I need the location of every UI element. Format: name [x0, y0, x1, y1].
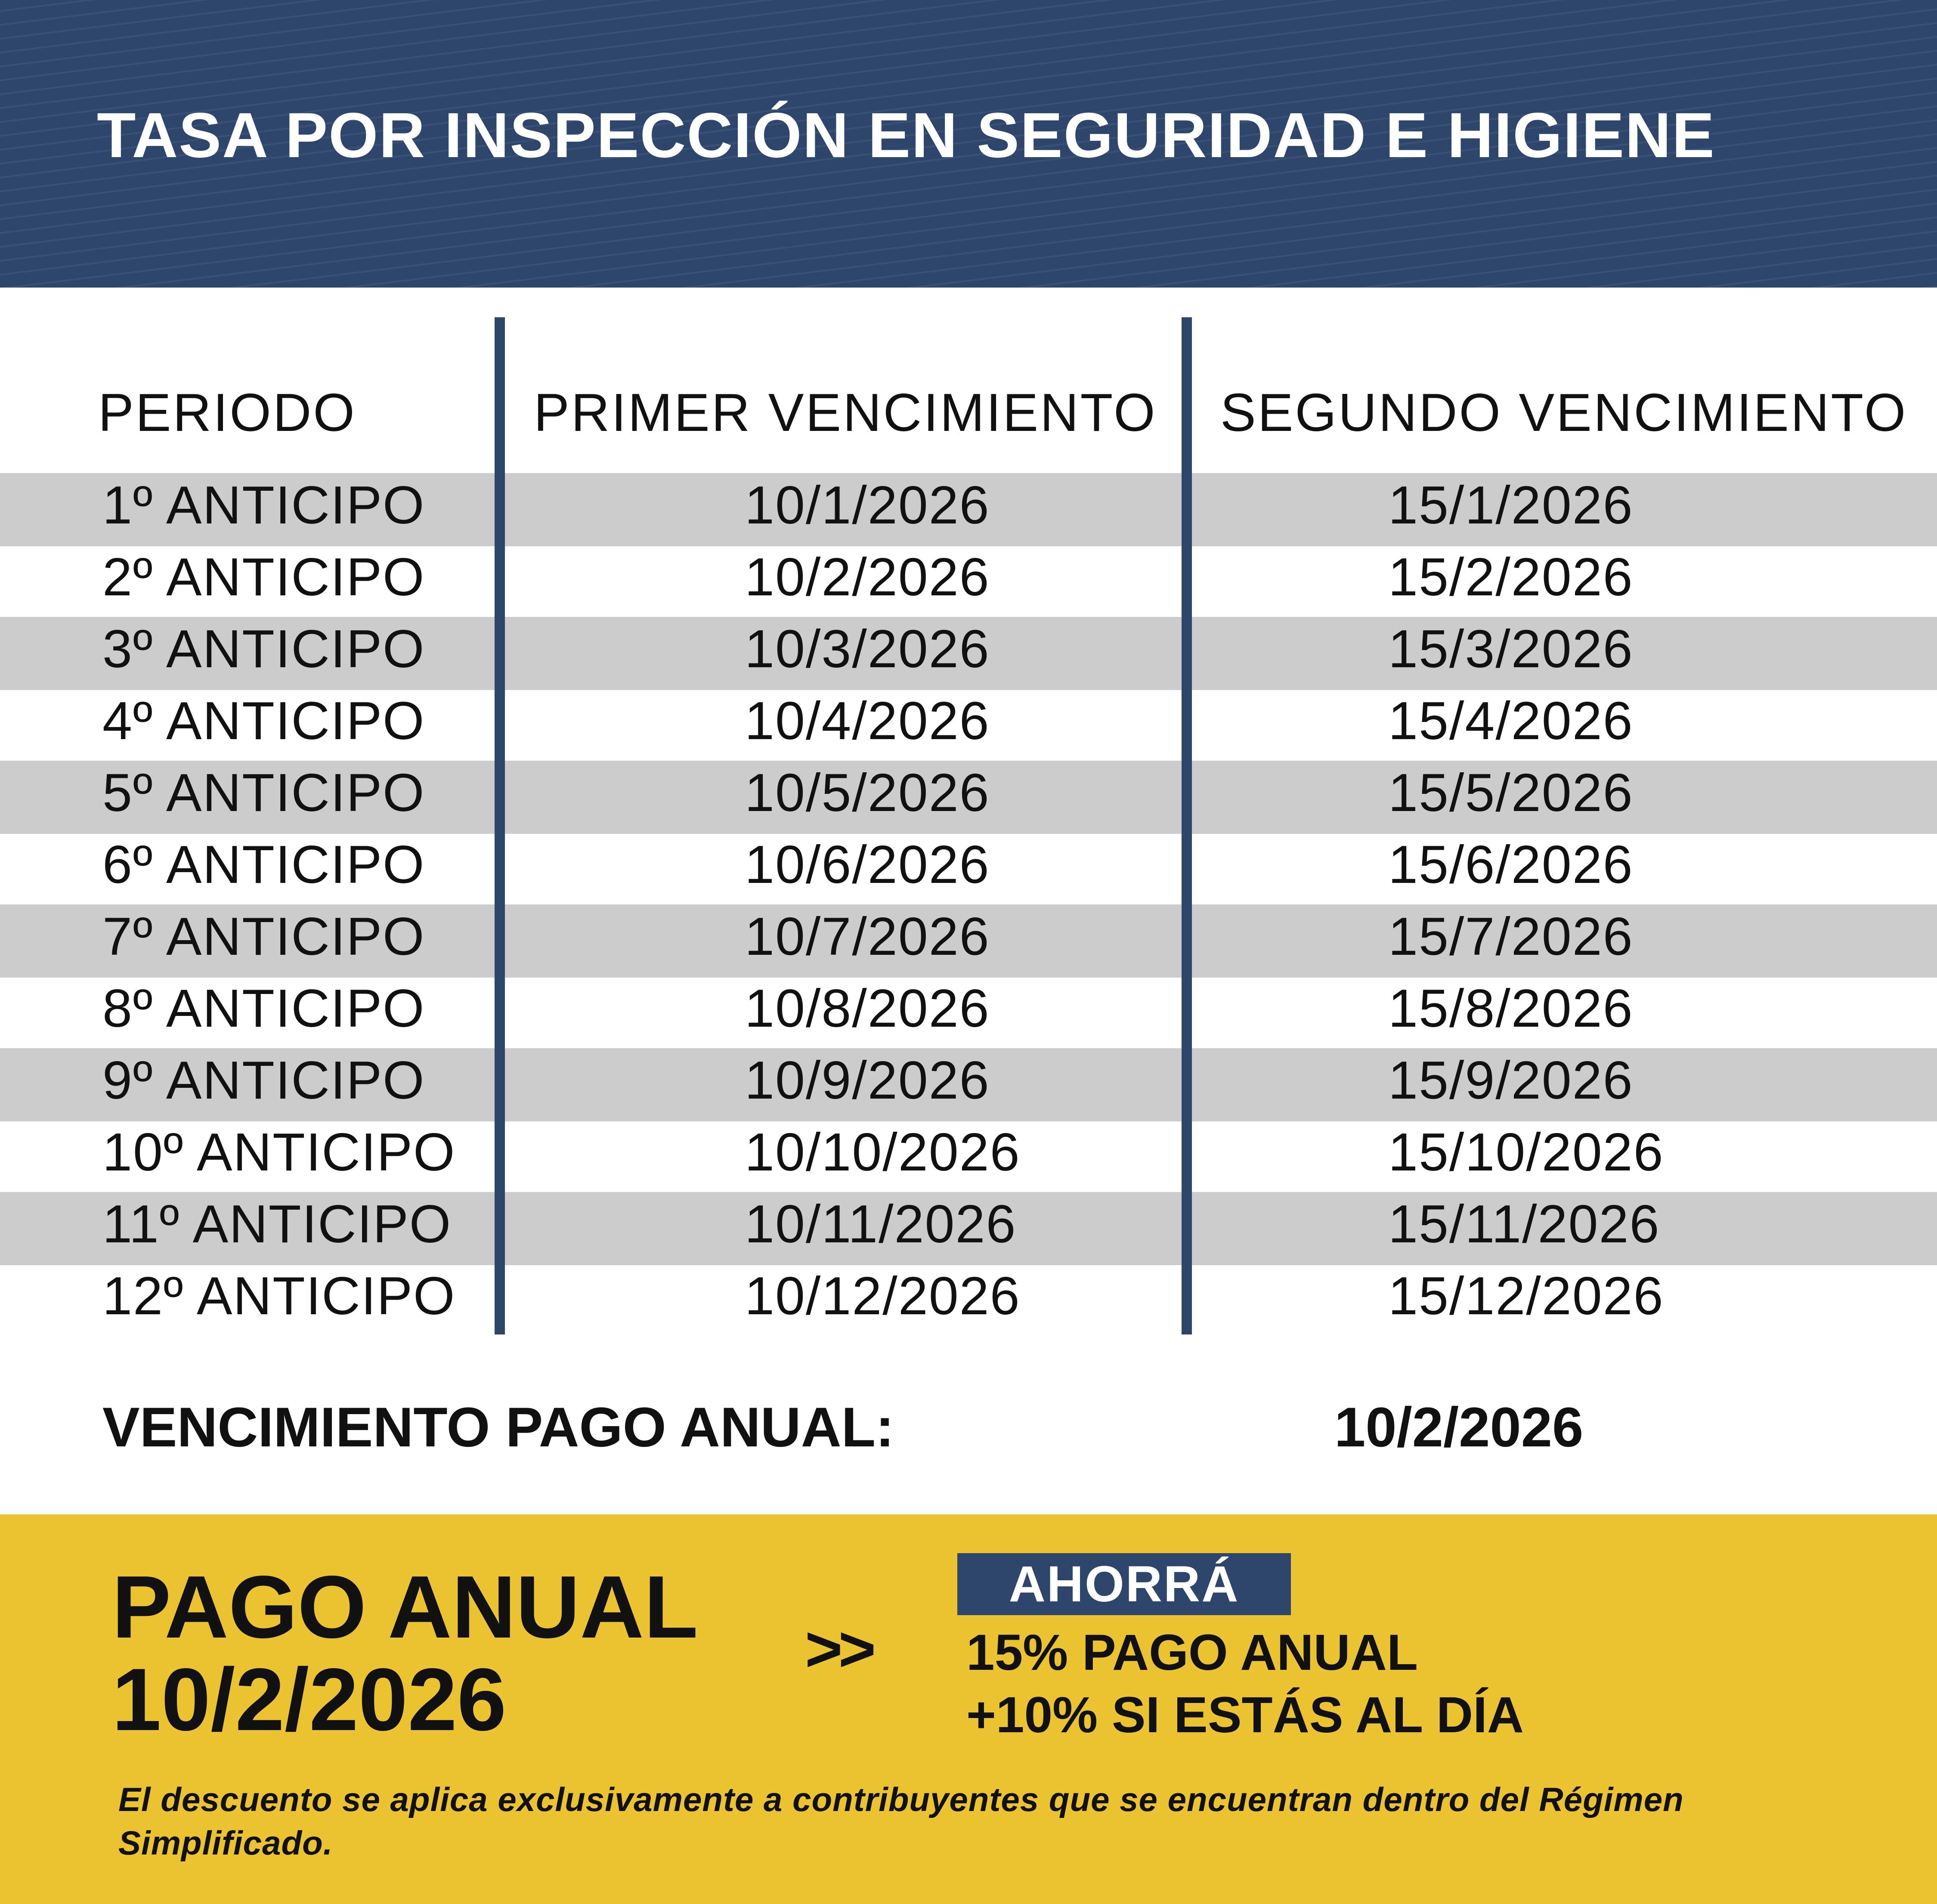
table-row — [0, 1260, 1937, 1332]
column-header-periodo: PERIODO — [98, 383, 356, 443]
first-due-cell: 10/7/2026 — [745, 907, 990, 966]
first-due-cell: 10/3/2026 — [745, 619, 990, 679]
discount-note: El descuento se aplica exclusivamente a contribuyentes que se encuentran dentro del Régimen Simplificado. — [118, 1780, 1684, 1862]
header-banner — [0, 0, 1937, 288]
page-title: TASA POR INSPECCIÓN EN SEGURIDAD E HIGIENE — [97, 100, 1715, 171]
first-due-cell: 10/9/2026 — [745, 1051, 990, 1110]
table-row — [0, 470, 1937, 542]
table-row — [0, 901, 1937, 973]
double-arrow-icon: >> — [805, 1613, 872, 1685]
second-due-cell: 15/3/2026 — [1388, 619, 1634, 679]
second-due-cell: 15/12/2026 — [1388, 1266, 1664, 1326]
annual-payment-date: 10/2/2026 — [1334, 1396, 1584, 1458]
second-due-cell: 15/5/2026 — [1388, 763, 1634, 823]
table-row — [0, 973, 1937, 1045]
period-cell: 11º ANTICIPO — [102, 1195, 452, 1254]
second-due-cell: 15/2/2026 — [1388, 548, 1634, 607]
first-due-cell: 10/8/2026 — [745, 979, 990, 1038]
save-badge: AHORRÁ — [957, 1553, 1291, 1615]
period-cell: 6º ANTICIPO — [102, 835, 425, 895]
table-row — [0, 613, 1937, 685]
table-row — [0, 1117, 1937, 1189]
discount-up-to-date: +10% SI ESTÁS AL DÍA — [966, 1687, 1524, 1743]
column-header-primer-vencimiento: PRIMER VENCIMIENTO — [534, 383, 1157, 443]
second-due-cell: 15/11/2026 — [1388, 1195, 1660, 1254]
first-due-cell: 10/1/2026 — [745, 476, 990, 535]
first-due-cell: 10/6/2026 — [745, 835, 990, 895]
second-due-cell: 15/9/2026 — [1388, 1051, 1634, 1110]
annual-payment-label: VENCIMIENTO PAGO ANUAL: — [102, 1396, 894, 1458]
table-row — [0, 685, 1937, 757]
banner-date: 10/2/2026 — [112, 1650, 507, 1749]
first-due-cell: 10/11/2026 — [745, 1195, 1017, 1254]
period-cell: 4º ANTICIPO — [102, 691, 425, 751]
period-cell: 7º ANTICIPO — [102, 907, 425, 966]
first-due-cell: 10/12/2026 — [745, 1266, 1021, 1326]
second-due-cell: 15/7/2026 — [1388, 907, 1634, 966]
table-row — [0, 1045, 1937, 1117]
first-due-cell: 10/10/2026 — [745, 1123, 1021, 1182]
discount-annual: 15% PAGO ANUAL — [966, 1624, 1418, 1681]
table-row — [0, 542, 1937, 613]
period-cell: 1º ANTICIPO — [102, 476, 425, 535]
period-cell: 10º ANTICIPO — [102, 1123, 456, 1182]
period-cell: 8º ANTICIPO — [102, 979, 425, 1038]
first-due-cell: 10/2/2026 — [745, 548, 990, 607]
second-due-cell: 15/8/2026 — [1388, 979, 1634, 1038]
second-due-cell: 15/10/2026 — [1388, 1123, 1664, 1182]
first-due-cell: 10/5/2026 — [745, 763, 990, 823]
period-cell: 12º ANTICIPO — [102, 1266, 456, 1326]
table-row — [0, 1189, 1937, 1260]
table-row — [0, 829, 1937, 901]
second-due-cell: 15/1/2026 — [1388, 476, 1634, 535]
column-header-segundo-vencimiento: SEGUNDO VENCIMIENTO — [1220, 383, 1908, 443]
second-due-cell: 15/4/2026 — [1388, 691, 1634, 751]
banner-title: PAGO ANUAL — [112, 1557, 698, 1656]
period-cell: 5º ANTICIPO — [102, 763, 425, 823]
table-row — [0, 757, 1937, 829]
first-due-cell: 10/4/2026 — [745, 691, 990, 751]
second-due-cell: 15/6/2026 — [1388, 835, 1634, 895]
period-cell: 9º ANTICIPO — [102, 1051, 425, 1110]
period-cell: 2º ANTICIPO — [102, 548, 425, 607]
period-cell: 3º ANTICIPO — [102, 619, 425, 679]
